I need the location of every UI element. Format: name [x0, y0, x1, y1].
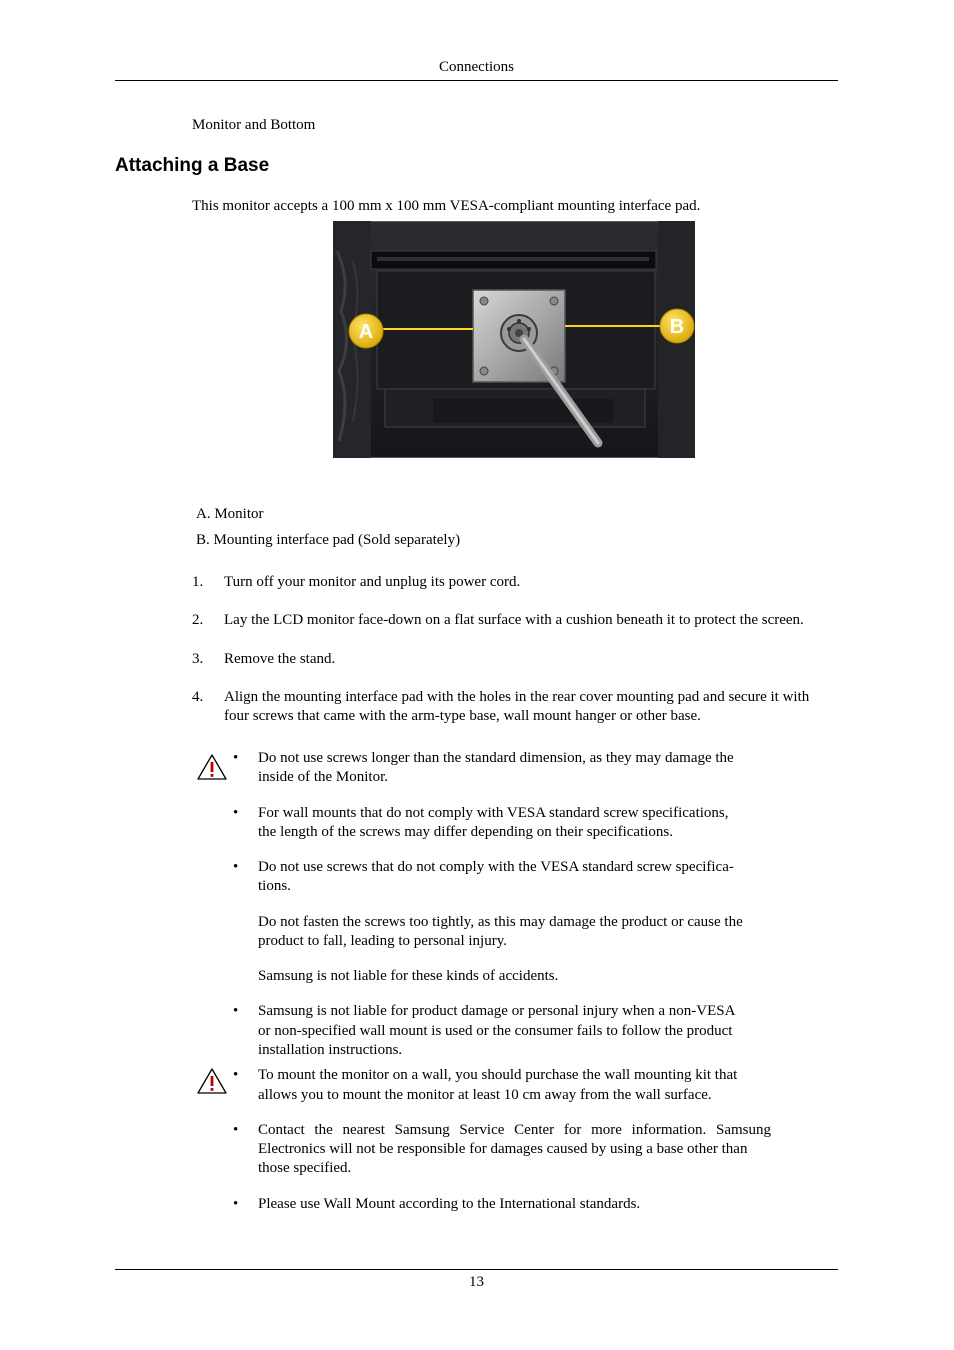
note-line: or non-specified wall mount is used or the consumer fails to follow the product [258, 1023, 733, 1039]
step-number: 3. [192, 651, 204, 667]
step-text: Remove the stand. [224, 651, 336, 667]
note-line: For wall mounts that do not comply with VESA standard screw specifications, [258, 805, 729, 821]
note-line: allows you to mount the monitor at least 10 cm away from the wall surface. [258, 1087, 712, 1103]
bullet-marker: • [233, 1067, 239, 1083]
step-number: 2. [192, 612, 204, 628]
legend-item-b: B. Mounting interface pad (Sold separately) [196, 532, 461, 548]
note-line: Do not use screws that do not comply with the VESA standard screw specifica- [258, 859, 734, 875]
note-line: inside of the Monitor. [258, 769, 388, 785]
footer-rule [115, 1269, 838, 1270]
note-line: those specified. [258, 1160, 352, 1176]
callout-b-label: B [669, 316, 685, 338]
section-heading: Attaching a Base [115, 155, 270, 176]
note-line: product to fall, leading to personal injury. [258, 933, 507, 949]
bullet-marker: • [233, 859, 239, 875]
note-line: Electronics will not be responsible for damages caused by using a base other than [258, 1141, 748, 1157]
intro-paragraph: This monitor accepts a 100 mm x 100 mm VESA-compliant mounting interface pad. [192, 198, 701, 214]
page-number: 13 [469, 1274, 484, 1290]
callout-a-marker [349, 314, 383, 348]
step-number: 1. [192, 574, 204, 590]
note-line: installation instructions. [258, 1042, 403, 1058]
note-line: Samsung is not liable for these kinds of accidents. [258, 968, 559, 984]
header-rule [115, 80, 838, 81]
bullet-marker: • [233, 805, 239, 821]
step-number: 4. [192, 689, 204, 705]
warning-icon [196, 1067, 228, 1095]
step-text: Lay the LCD monitor face-down on a flat surface with a cushion beneath it to protect the screen. [224, 612, 804, 628]
note-line: Do not use screws longer than the standard dimension, as they may damage the [258, 750, 734, 766]
note-line: Do not fasten the screws too tightly, as this may damage the product or cause the [258, 914, 743, 930]
running-header: Connections [439, 59, 514, 75]
callout-b-marker [660, 309, 694, 343]
bullet-marker: • [233, 1003, 239, 1019]
note-line: Samsung is not liable for product damage or personal injury when a non-VESA [258, 1003, 736, 1019]
note-line: To mount the monitor on a wall, you should purchase the wall mounting kit that [258, 1067, 738, 1083]
monitor-back-photo [333, 221, 695, 458]
note-line: Contact the nearest Samsung Service Center for more information. Samsung [258, 1122, 771, 1138]
note-line: Please use Wall Mount according to the International standards. [258, 1196, 641, 1212]
note-line: tions. [258, 878, 291, 894]
step-text-line: Align the mounting interface pad with the holes in the rear cover mounting pad and secure it with [224, 689, 810, 705]
bullet-marker: • [233, 1196, 239, 1212]
step-text-line: four screws that came with the arm-type base, wall mount hanger or other base. [224, 708, 701, 724]
figure-caption: Monitor and Bottom [192, 117, 316, 133]
callout-a-label: A [358, 321, 374, 343]
bullet-marker: • [233, 750, 239, 766]
legend-item-a: A. Monitor [196, 506, 264, 522]
note-line: the length of the screws may differ depending on their specifications. [258, 824, 674, 840]
step-text: Turn off your monitor and unplug its power cord. [224, 574, 521, 590]
bullet-marker: • [233, 1122, 239, 1138]
warning-icon [196, 753, 228, 781]
